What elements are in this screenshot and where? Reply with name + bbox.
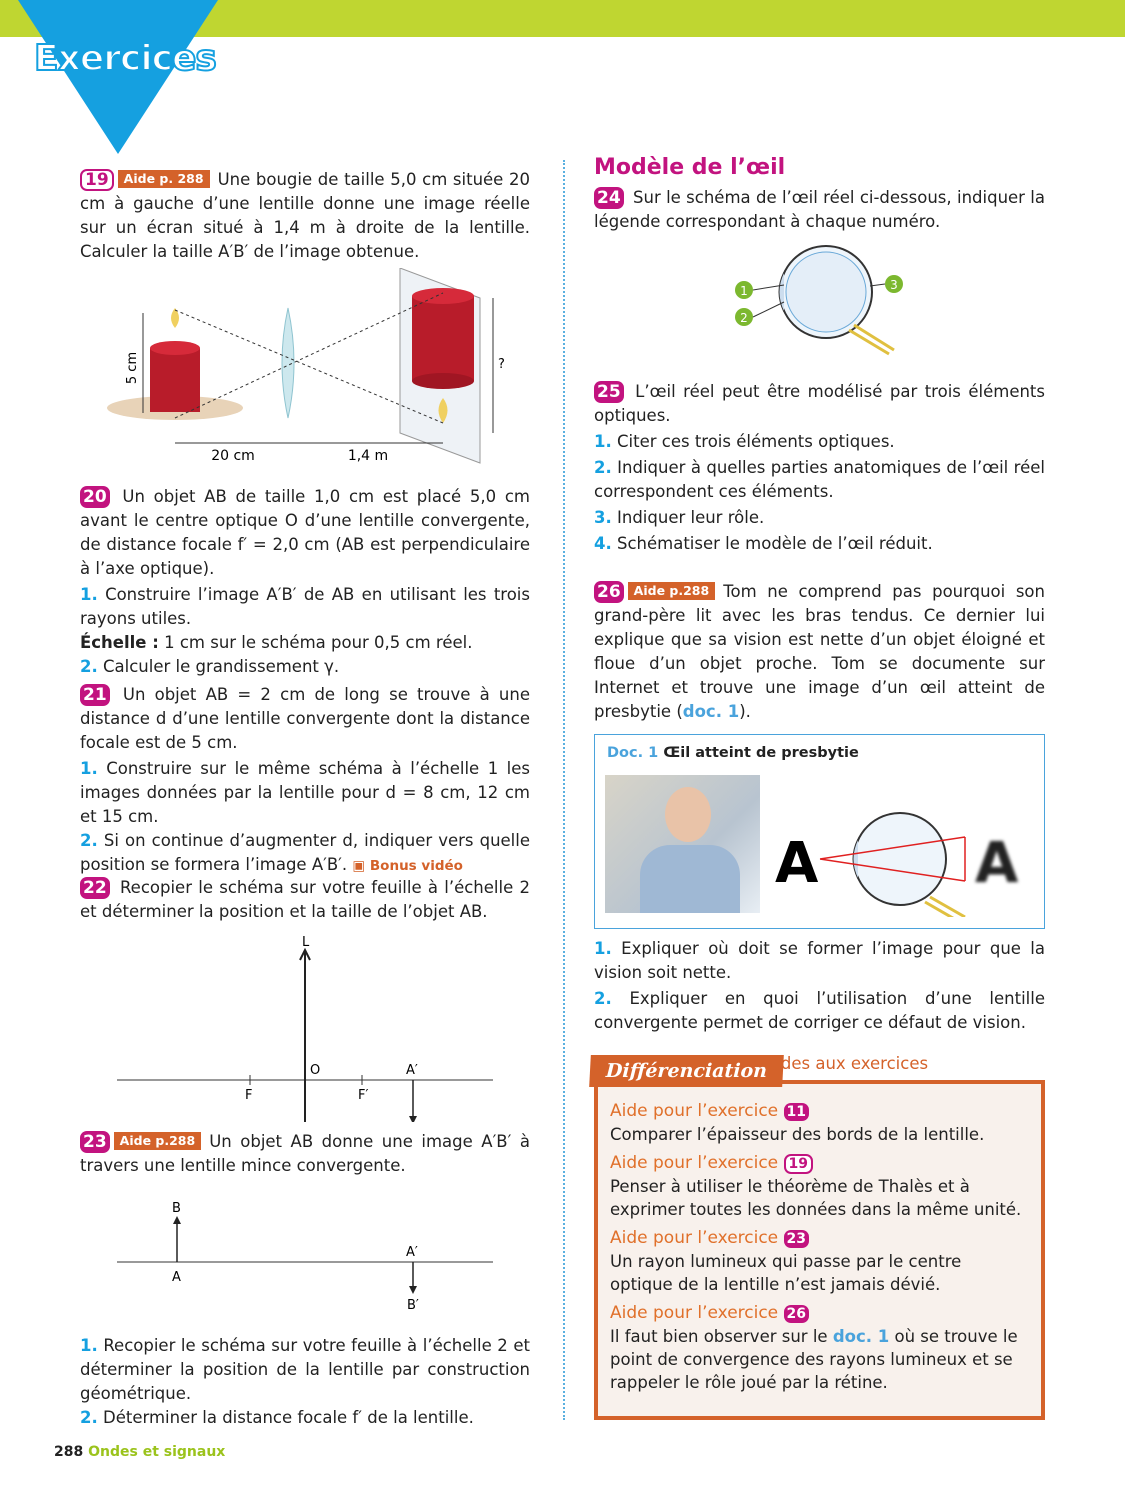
question-number: 1. <box>80 1336 98 1355</box>
exercise-number: 19 <box>784 1154 813 1174</box>
exercise-number: 26 <box>594 581 624 603</box>
exercise-23 <box>80 1130 530 1430</box>
aide-heading: Aide pour l’exercice <box>610 1153 779 1173</box>
point-label: A <box>172 1270 181 1285</box>
exercise-number: 23 <box>80 1131 110 1153</box>
object-letter: A <box>775 831 819 896</box>
question-number: 1. <box>594 432 612 451</box>
doc-1 <box>594 734 1045 929</box>
lens-diagram-23 <box>110 1182 560 1327</box>
aide-heading: Aide pour l’exercice <box>610 1228 779 1248</box>
exercise-number: 19 <box>80 169 114 191</box>
question-text: Schématiser le modèle de l’œil réduit. <box>617 534 933 553</box>
differentiation-tab: Différenciation <box>589 1055 784 1087</box>
question-number: 1. <box>80 759 98 778</box>
exercise-text: ). <box>739 702 751 721</box>
differentiation-box <box>594 1080 1045 1420</box>
exercise-number: 23 <box>784 1230 809 1248</box>
doc-link[interactable]: doc. 1 <box>682 702 740 721</box>
point-label: A′ <box>406 1063 418 1078</box>
question-number: 4. <box>594 534 612 553</box>
question-number: 2. <box>80 657 98 676</box>
aide-heading: Aide pour l’exercice <box>610 1303 779 1323</box>
point-label: B′ <box>407 1298 419 1313</box>
point-label: F <box>245 1088 253 1103</box>
aide-text: Comparer l’épaisseur des bords de la lentille. <box>610 1125 985 1144</box>
question-number: 2. <box>80 831 98 850</box>
aide-text: Il faut bien observer sur le <box>610 1327 828 1346</box>
exercise-number: 25 <box>594 381 624 403</box>
eye-diagram <box>594 240 1045 360</box>
page-footer <box>54 1444 225 1460</box>
doc-title: Œil atteint de presbytie <box>663 745 859 761</box>
exercise-text: Un objet AB = 2 cm de long se trouve à une distance d d’une lentille convergente dont la distance focale est de 5 cm. <box>80 685 530 752</box>
exercise-number: 20 <box>80 486 110 508</box>
scale-label: Échelle : <box>80 633 159 652</box>
height-label: 5 cm <box>125 351 140 385</box>
question-text: Construire l’image A′B′ de AB en utilisant les trois rayons utiles. <box>80 585 530 628</box>
question-number: 1. <box>594 939 612 958</box>
exercise-number: 26 <box>784 1305 809 1323</box>
question-text: Déterminer la distance focale f′ de la lentille. <box>103 1408 474 1427</box>
aide-badge[interactable]: Aide p. 288 <box>118 170 210 188</box>
point-label: B <box>172 1201 181 1216</box>
exercise-26 <box>594 580 1045 1035</box>
doc-link[interactable]: doc. 1 <box>832 1327 890 1346</box>
lens-label: L <box>302 935 310 950</box>
exercise-22 <box>80 876 530 1129</box>
aide-text: où se trouve le point de convergence des rayons lumineux et se rappeler le rôle joué par la rétine. <box>610 1327 1018 1392</box>
section-title: Modèle de l’œil <box>594 155 786 180</box>
eye-label: 2 <box>740 311 748 325</box>
aide-badge[interactable]: Aide p.288 <box>114 1132 202 1150</box>
aide-text: Un rayon lumineux qui passe par le centre optique de la lentille n’est jamais dévié. <box>610 1252 962 1294</box>
differentiation-subtitle: Aides aux exercices <box>765 1054 929 1073</box>
question-number: 2. <box>80 1408 98 1427</box>
unknown-label: ? <box>498 357 505 372</box>
blurred-image-letter: A <box>975 831 1019 896</box>
candle-lens-diagram <box>80 268 530 468</box>
point-label: A′ <box>406 1245 418 1260</box>
exercise-text: Sur le schéma de l’œil réel ci-dessous, indiquer la légende correspondant à chaque numéro. <box>594 188 1045 231</box>
question-text: Construire sur le même schéma à l’échelle 1 les images données par la lentille pour d = 8 cm, 12 cm et 15 cm. <box>80 759 530 826</box>
chapter-name: Ondes et signaux <box>88 1444 226 1460</box>
question-text: Si on continue d’augmenter d, indiquer vers quelle position se formera l’image A′B′. <box>80 831 530 874</box>
exercise-21 <box>80 683 530 878</box>
exercise-number: 24 <box>594 187 624 209</box>
question-text: Indiquer leur rôle. <box>617 508 765 527</box>
question-number: 1. <box>80 585 98 604</box>
exercise-number: 21 <box>80 684 110 706</box>
exercise-text: Tom ne comprend pas pourquoi son grand-père lit avec les bras tendus. Ce dernier lui explique que sa vision est nette d’un objet éloigné et floue d’un objet proche. Tom se documente sur Internet et trouve une image d’un œil atteint de presbytie ( <box>594 582 1045 721</box>
page-title: Exercices <box>34 38 216 79</box>
presbyopia-eye-diagram <box>770 777 1030 917</box>
page-number: 288 <box>54 1444 84 1460</box>
aide-badge[interactable]: Aide p.288 <box>628 582 716 600</box>
exercise-text: Un objet AB donne une image A′B′ à travers une lentille mince convergente. <box>80 1132 530 1175</box>
distance-label: 1,4 m <box>347 448 389 464</box>
exercise-text: Une bougie de taille 5,0 cm située 20 cm à gauche d’une lentille donne une image réelle sur un écran situé à 1,4 m à droite de la lentille. Calculer la taille A′B′ de l’image obtenue. <box>80 170 530 261</box>
point-label: F′ <box>358 1088 369 1103</box>
question-number: 3. <box>594 508 612 527</box>
distance-label: 20 cm <box>211 448 255 464</box>
question-text: Expliquer en quoi l’utilisation d’une lentille convergente permet de corriger ce défaut de vision. <box>594 989 1045 1032</box>
question-number: 2. <box>594 989 612 1008</box>
exercise-text: Recopier le schéma sur votre feuille à l’échelle 2 et déterminer la position et la taille de l’objet AB. <box>80 878 531 921</box>
aide-heading: Aide pour l’exercice <box>610 1101 779 1121</box>
exercise-19 <box>80 168 530 475</box>
bonus-video-link[interactable]: ▣ Bonus vidéo <box>352 858 463 874</box>
exercise-text: L’œil réel peut être modélisé par trois éléments optiques. <box>594 382 1045 425</box>
exercise-number: 11 <box>784 1103 809 1121</box>
question-number: 2. <box>594 458 612 477</box>
scale-text: 1 cm sur le schéma pour 0,5 cm réel. <box>164 633 473 652</box>
exercise-text: Un objet AB de taille 1,0 cm est placé 5,0 cm avant le centre optique O d’une lentille convergente, de distance focale f′ = 2,0 cm (AB est perpendiculaire à l’axe optique). <box>80 487 531 578</box>
question-text: Indiquer à quelles parties anatomiques de l’œil réel correspondent ces éléments. <box>594 458 1045 501</box>
exercise-25 <box>594 380 1045 556</box>
point-label: O <box>310 1063 321 1078</box>
bonus-label: Bonus vidéo <box>369 858 463 874</box>
question-text: Expliquer où doit se former l’image pour que la vision soit nette. <box>594 939 1046 982</box>
doc-label: Doc. 1 <box>607 745 659 761</box>
eye-label: 1 <box>740 284 748 298</box>
question-text: Citer ces trois éléments optiques. <box>617 432 895 451</box>
exercise-20 <box>80 485 530 679</box>
eye-section <box>594 156 1045 367</box>
aide-text: Penser à utiliser le théorème de Thalès et à exprimer toutes les données dans la même unité. <box>610 1177 1022 1219</box>
lens-diagram-22 <box>110 932 560 1122</box>
question-text: Recopier le schéma sur votre feuille à l’échelle 2 et déterminer la position de la lentille par construction géométrique. <box>80 1336 530 1403</box>
question-text: Calculer le grandissement γ. <box>103 657 340 676</box>
column-divider <box>563 160 565 1420</box>
eye-label: 3 <box>890 278 898 292</box>
photo-elderly-man-reading <box>605 775 760 913</box>
exercise-number: 22 <box>80 877 110 899</box>
